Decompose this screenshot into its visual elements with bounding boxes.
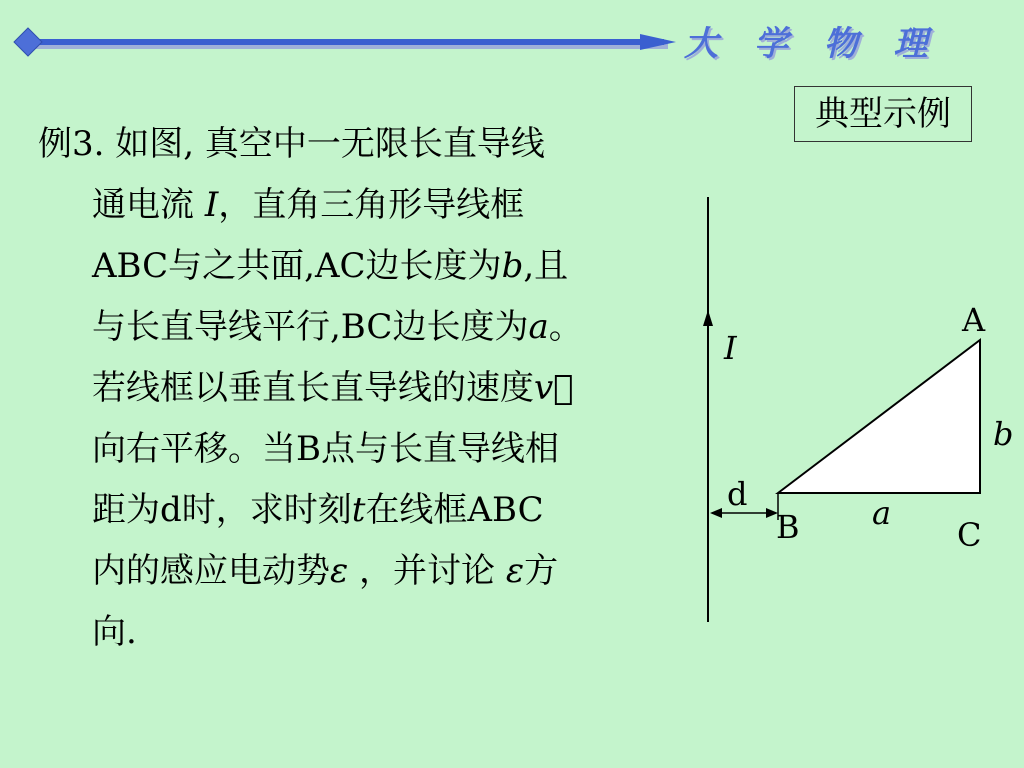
text-segment: 在线框ABC bbox=[365, 490, 544, 530]
math-symbol: a bbox=[528, 307, 549, 347]
text-segment: ，直角三角形导线框 bbox=[218, 185, 525, 225]
text-segment: 向右平移。当B点与长直导线相 bbox=[92, 429, 559, 469]
math-symbol: v⃗ bbox=[534, 368, 574, 408]
math-symbol: b bbox=[501, 246, 524, 286]
current-label: I bbox=[724, 329, 737, 367]
distance-arrow-left-icon bbox=[710, 508, 722, 518]
vertex-a-label: A bbox=[962, 301, 986, 339]
triangle-frame-abc bbox=[778, 340, 980, 493]
text-segment: ABC与之共面,AC边长度为 bbox=[92, 246, 502, 286]
vertex-c-label: C bbox=[957, 516, 982, 554]
example-label-box: 典型示例 bbox=[794, 86, 972, 142]
text-segment: 向. bbox=[92, 612, 137, 652]
text-segment: 与长直导线平行,BC边长度为 bbox=[92, 307, 529, 347]
text-segment: 内的感应电动势 bbox=[92, 551, 330, 591]
text-segment: 距为d时，求时刻 bbox=[92, 490, 352, 530]
text-segment: 。 bbox=[548, 307, 583, 347]
text-segment: 例3. 如图, 真空中一无限长直导线 bbox=[38, 124, 545, 164]
math-symbol: t bbox=[351, 490, 366, 530]
current-arrow-icon bbox=[703, 310, 713, 326]
math-symbol: ε bbox=[330, 551, 349, 591]
text-segment: 方 bbox=[524, 551, 559, 591]
side-ac-label: b bbox=[993, 415, 1014, 453]
vertex-b-label: B bbox=[776, 508, 800, 546]
text-segment: 通电流 bbox=[92, 185, 205, 225]
math-symbol: ε bbox=[505, 551, 525, 591]
text-segment: ,且 bbox=[523, 246, 569, 286]
text-segment: 若线框以垂直长直导线的速度 bbox=[92, 368, 534, 408]
math-symbol: I bbox=[204, 185, 219, 225]
distance-label: d bbox=[727, 475, 748, 513]
text-segment: ，并讨论 bbox=[348, 551, 506, 591]
side-bc-label: a bbox=[872, 494, 892, 532]
course-title: 大 学 物 理 bbox=[684, 24, 940, 64]
